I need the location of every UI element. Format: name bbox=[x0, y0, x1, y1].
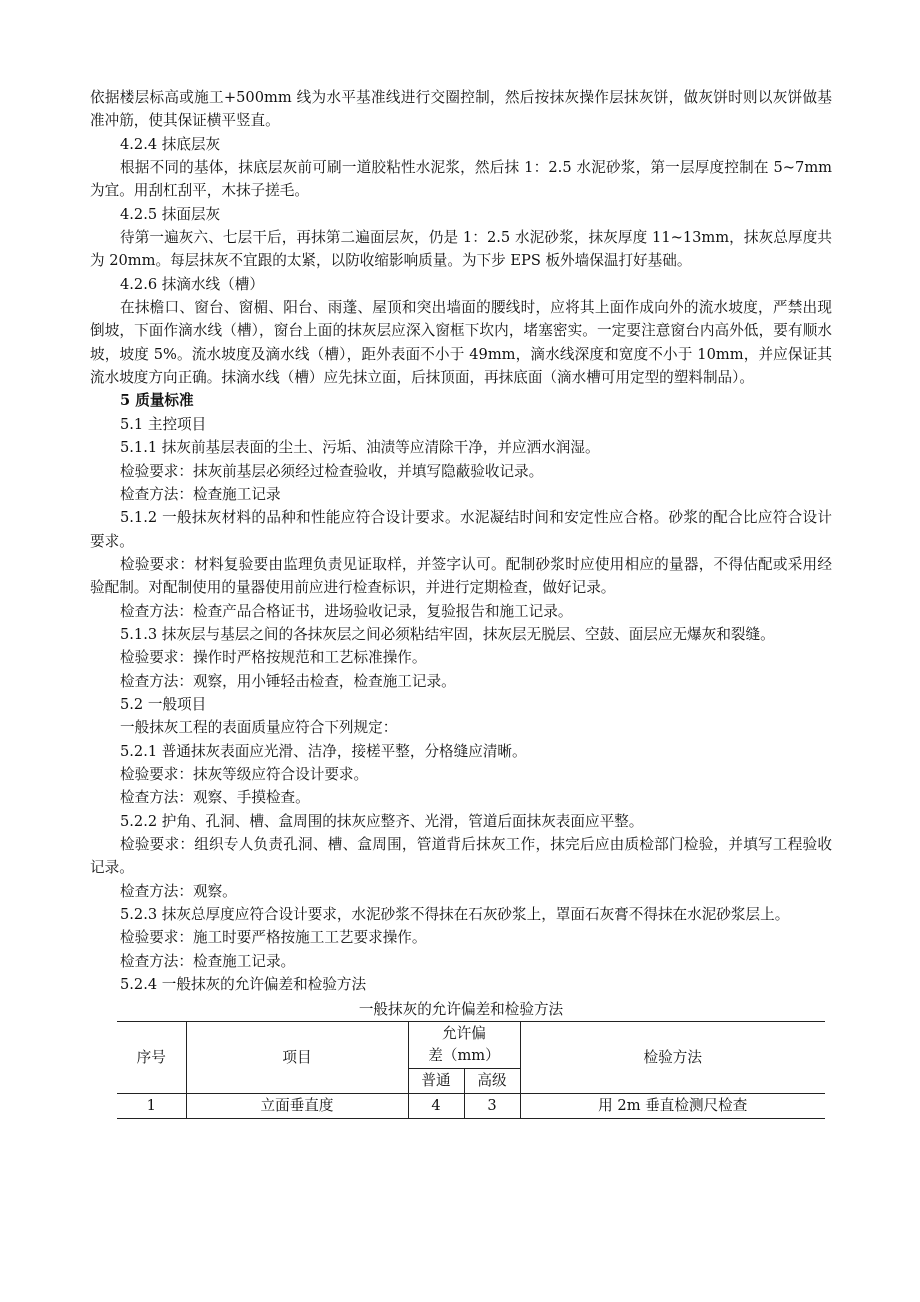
paragraph: 5.2.2 护角、孔洞、槽、盒周围的抹灰应整齐、光滑，管道后面抹灰表面应平整。 bbox=[120, 812, 644, 830]
paragraph-list bbox=[90, 86, 832, 996]
document-body bbox=[90, 86, 832, 1119]
paragraph: 待第一遍灰六、七层干后，再抹第二遍面层灰，仍是 1：2.5 水泥砂浆，抹灰厚度 11~13mm，抹灰总厚度共为 20mm。每层抹灰不宜跟的太紧，以防收缩影响质量。为下步 EPS 板外墙保温打好基础。 bbox=[90, 229, 832, 270]
cell-seq: 1 bbox=[117, 1094, 186, 1119]
paragraph: 依据楼层标高或施工+500mm 线为水平基准线进行交圈控制，然后按抹灰操作层抹灰饼，做灰饼时则以灰饼做基准冲筋，使其保证横平竖直。 bbox=[90, 89, 832, 130]
paragraph: 检验要求：抹灰前基层必须经过检查验收，并填写隐蔽验收记录。 bbox=[120, 462, 544, 480]
paragraph: 5.2 一般项目 bbox=[120, 695, 207, 713]
cell-method: 用 2m 垂直检测尺检查 bbox=[520, 1094, 825, 1119]
paragraph: 5.2.1 普通抹灰表面应光滑、洁净，接槎平整，分格缝应清晰。 bbox=[120, 742, 527, 760]
header-item: 项目 bbox=[186, 1022, 408, 1094]
cell-normal: 4 bbox=[408, 1094, 464, 1119]
paragraph: 检查方法：检查施工记录。 bbox=[120, 952, 296, 970]
paragraph: 根据不同的基体，抹底层灰前可刷一道胶粘性水泥浆，然后抹 1：2.5 水泥砂浆，第一层厚度控制在 5~7mm 为宜。用刮杠刮平，木抹子搓毛。 bbox=[90, 159, 832, 200]
table-header-row bbox=[117, 1022, 825, 1069]
paragraph: 检查方法：检查施工记录 bbox=[120, 485, 281, 503]
paragraph: 5.2.3 抹灰总厚度应符合设计要求，水泥砂浆不得抹在石灰砂浆上，罩面石灰膏不得抹在水泥砂浆层上。 bbox=[120, 906, 790, 924]
table-caption: 一般抹灰的允许偏差和检验方法 bbox=[358, 1001, 564, 1019]
header-tolerance bbox=[408, 1022, 520, 1069]
header-normal: 普通 bbox=[408, 1069, 464, 1094]
paragraph: 检验要求：材料复验要由监理负责见证取样，并签字认可。配制砂浆时应使用相应的量器，不得估配或采用经验配制。对配制使用的量器使用前应进行检查标识，并进行定期检查，做好记录。 bbox=[90, 555, 832, 597]
paragraph: 4.2.6 抹滴水线（槽） bbox=[120, 275, 264, 293]
paragraph: 检验要求：抹灰等级应符合设计要求。 bbox=[120, 765, 369, 783]
header-tolerance-line2: 差（mm） bbox=[428, 1047, 500, 1065]
header-seq: 序号 bbox=[117, 1022, 186, 1094]
paragraph: 检验要求：组织专人负责孔洞、槽、盒周围，管道背后抹灰工作，抹完后应由质检部门检验，并填写工程验收记录。 bbox=[90, 836, 832, 877]
paragraph: 检查方法：检查产品合格证书，进场验收记录，复验报告和施工记录。 bbox=[120, 602, 573, 620]
paragraph: 5.2.4 一般抹灰的允许偏差和检验方法 bbox=[120, 976, 367, 994]
paragraph: 5.1.1 抹灰前基层表面的尘土、污垢、油渍等应清除干净，并应洒水润湿。 bbox=[120, 439, 600, 457]
header-method: 检验方法 bbox=[520, 1022, 825, 1094]
tolerance-table bbox=[117, 1021, 825, 1119]
cell-advanced: 3 bbox=[464, 1094, 520, 1119]
header-tolerance-line1: 允许偏 bbox=[442, 1025, 486, 1043]
paragraph: 一般抹灰工程的表面质量应符合下列规定： bbox=[120, 719, 398, 737]
paragraph: 5.1.3 抹灰层与基层之间的各抹灰层之间必须粘结牢固，抹灰层无脱层、空鼓、面层应无爆灰和裂缝。 bbox=[120, 625, 775, 643]
paragraph: 4.2.4 抹底层灰 bbox=[120, 135, 221, 153]
paragraph: 检查方法：观察、手摸检查。 bbox=[120, 789, 310, 807]
header-advanced: 高级 bbox=[464, 1069, 520, 1094]
cell-item: 立面垂直度 bbox=[186, 1094, 408, 1119]
table-row bbox=[117, 1094, 825, 1119]
paragraph: 检验要求：施工时要严格按施工工艺要求操作。 bbox=[120, 929, 427, 947]
paragraph: 检查方法：观察。 bbox=[120, 882, 237, 900]
paragraph: 5.1 主控项目 bbox=[120, 415, 207, 433]
paragraph: 检查方法：观察，用小锤轻击检查，检查施工记录。 bbox=[120, 672, 456, 690]
section-heading: 5 质量标准 bbox=[120, 392, 194, 410]
paragraph: 在抹檐口、窗台、窗楣、阳台、雨蓬、屋顶和突出墙面的腰线时，应将其上面作成向外的流水坡度，严禁出现倒坡，下面作滴水线（槽），窗台上面的抹灰层应深入窗框下坎内，堵塞密实。一定要注意窗台内高外低，要有顺水坡，坡度 5%。流水坡度及滴水线（槽），距外表面不小于 49mm，滴水线深度和宽度不小于 10mm，并应保证其流水坡度方向正确。抹滴水线（槽）应先抹立面，后抹顶面，再抹底面（滴水槽可用定型的塑料制品）。 bbox=[90, 299, 832, 387]
paragraph: 5.1.2 一般抹灰材料的品种和性能应符合设计要求。水泥凝结时间和安定性应合格。砂浆的配合比应符合设计要求。 bbox=[90, 509, 832, 550]
paragraph: 4.2.5 抹面层灰 bbox=[120, 205, 221, 223]
paragraph: 检验要求：操作时严格按规范和工艺标准操作。 bbox=[120, 649, 427, 667]
